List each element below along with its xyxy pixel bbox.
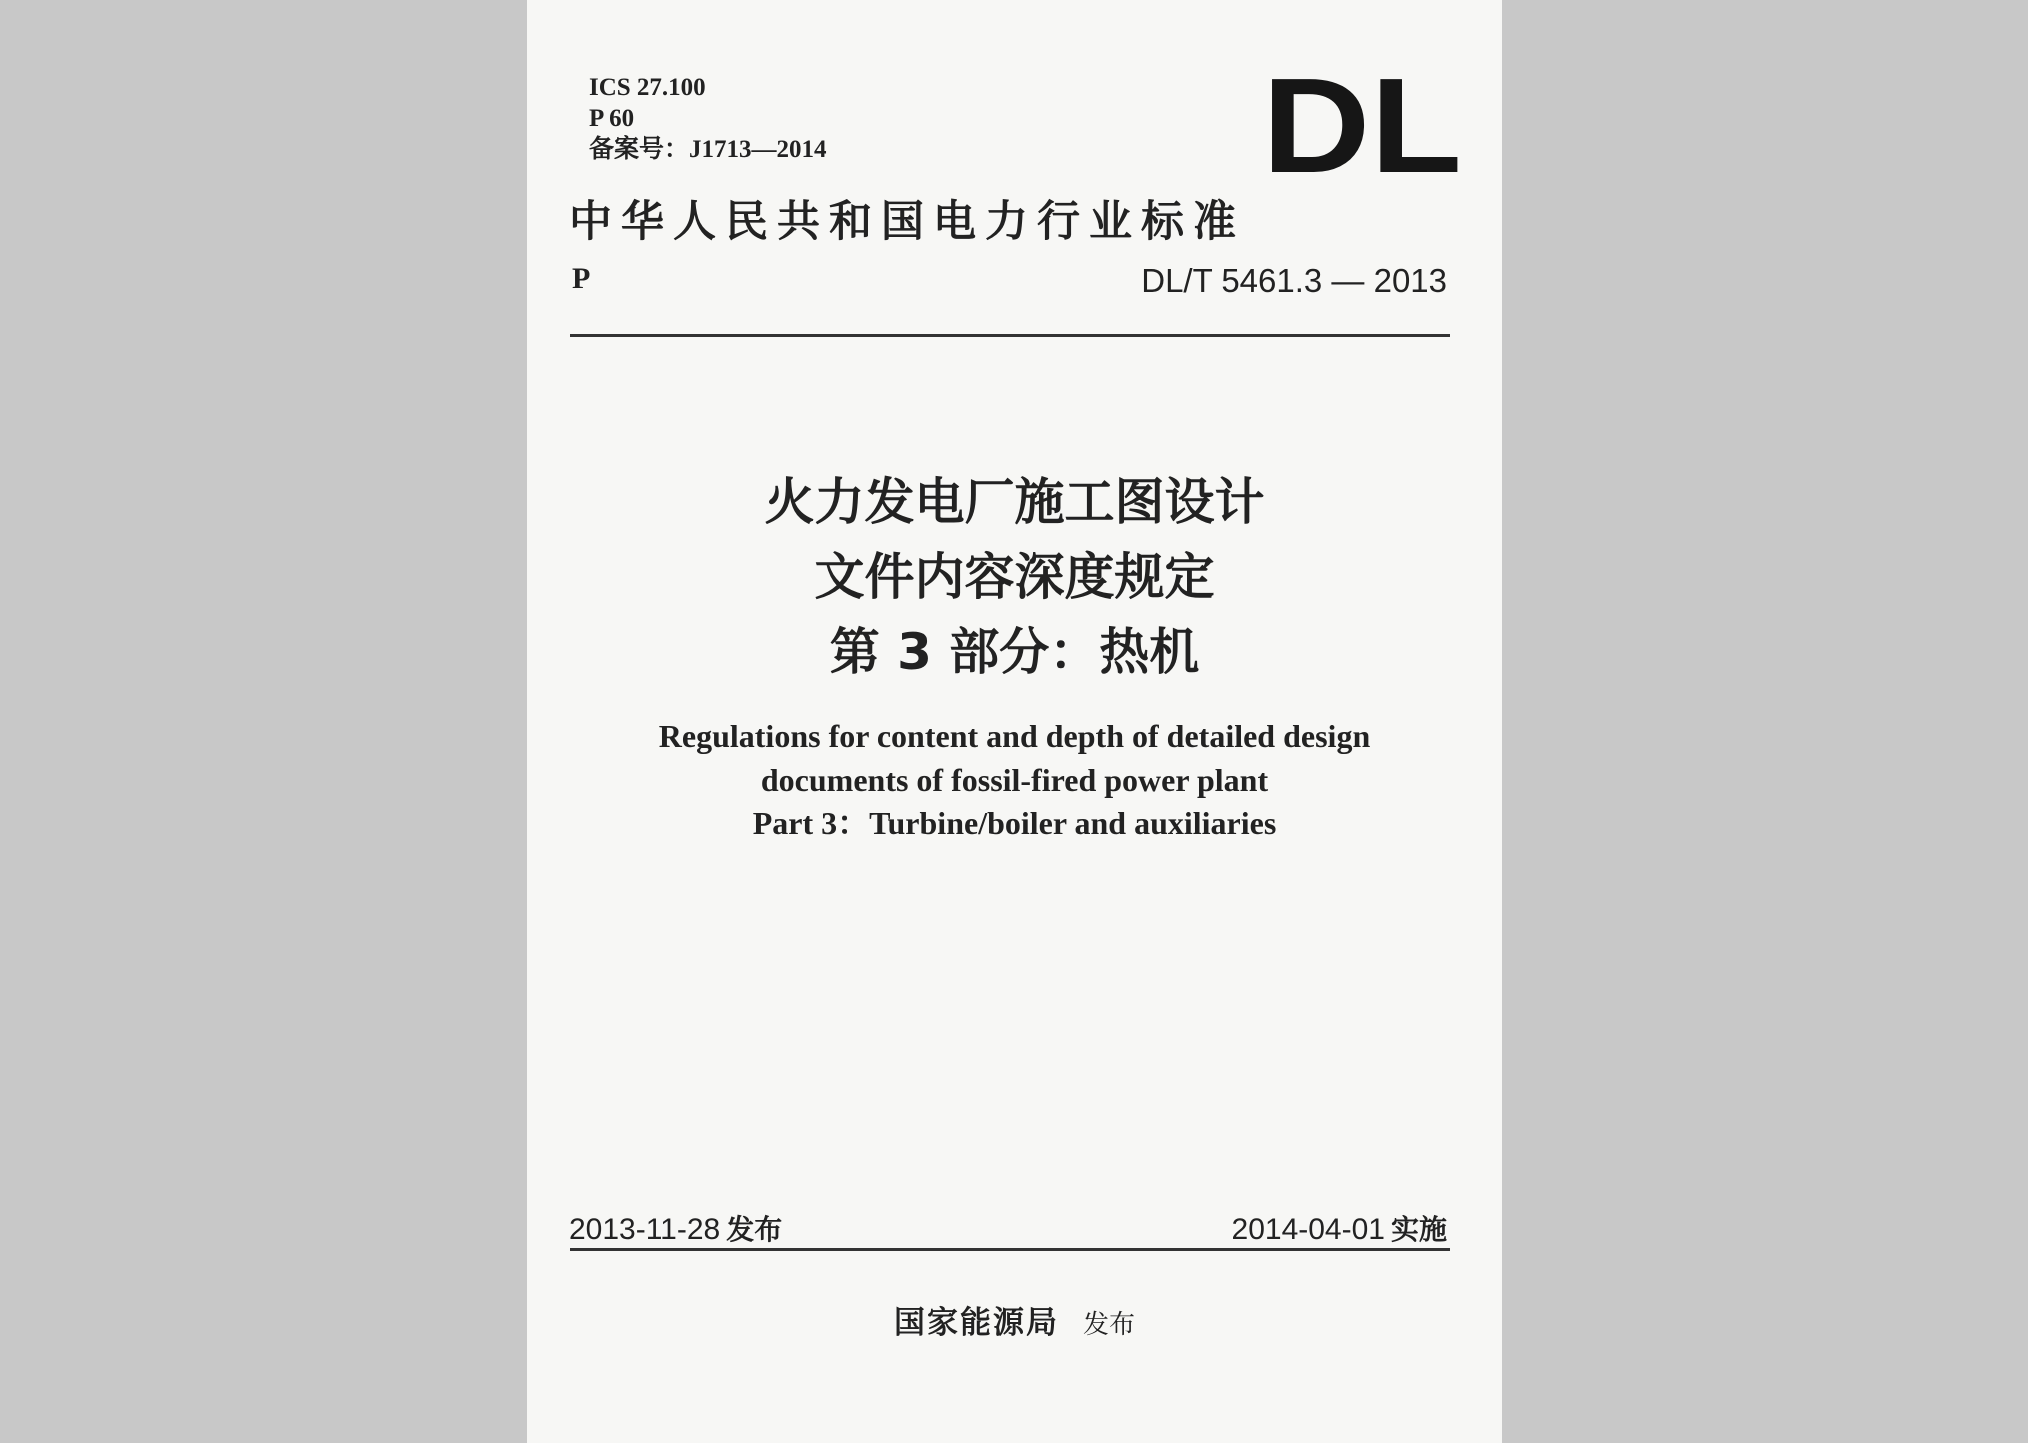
footer-divider	[570, 1248, 1450, 1251]
title-en-line-1: Regulations for content and depth of detailed design	[658, 718, 1371, 754]
title-en-line-3: Part 3：Turbine/boiler and auxiliaries	[752, 805, 1277, 841]
issue-date: 2013-11-28	[569, 1213, 721, 1246]
effective-label: 实施	[1390, 1213, 1447, 1246]
category-code: P	[572, 262, 591, 295]
issue-label: 发布	[726, 1213, 783, 1246]
issuer-name: 国家能源局	[893, 1305, 1059, 1341]
issue-date-block	[569, 1208, 782, 1248]
effective-date: 2014-04-01	[1231, 1213, 1385, 1246]
dl-logo	[1262, 72, 1462, 184]
title-cn-line-1: 火力发电厂施工图设计	[764, 473, 1265, 531]
ccs-code: P 60	[589, 105, 635, 132]
logo-text: DL	[1262, 72, 1462, 184]
cover-page	[527, 0, 1502, 1443]
filing-number: 备案号：J1713—2014	[589, 136, 827, 163]
issuer-action: 发布	[1082, 1310, 1135, 1340]
title-cn-line-2: 文件内容深度规定	[814, 548, 1215, 606]
effective-date-block	[1232, 1208, 1447, 1248]
classification-block	[589, 72, 827, 165]
standard-code: DL/T 5461.3 — 2013	[1141, 262, 1447, 299]
national-standard-title: 中华人民共和国电力行业标准	[569, 197, 1245, 247]
issuer-block	[527, 1297, 1502, 1342]
title-en-line-2: documents of fossil-fired power plant	[760, 762, 1269, 798]
header-divider	[570, 334, 1450, 337]
title-cn-line-3: 第 3 部分：热机	[829, 623, 1200, 681]
ics-code: ICS 27.100	[589, 74, 706, 101]
